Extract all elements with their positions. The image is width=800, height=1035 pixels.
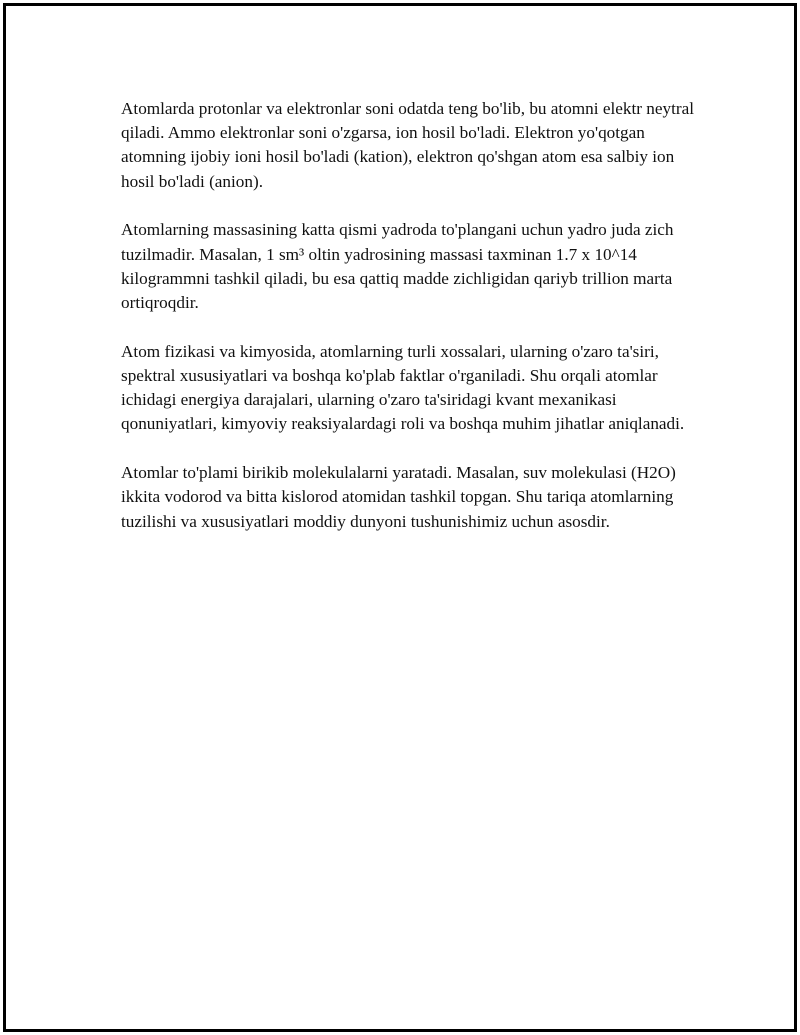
page-frame (3, 3, 797, 1032)
paragraph-molecules: Atomlar to'plami birikib molekulalarni yaratadi. Masalan, suv molekulasi (H2O) ikkita vodorod va bitta kislorod atomidan tashkil topgan. Shu tariqa atomlarning tuzilishi va xususiyatlari moddiy dunyoni tushunishimiz uchun asosdir. (121, 463, 676, 531)
paragraph-nucleus-density: Atomlarning massasining katta qismi yadroda to'plangani uchun yadro juda zich tuzilmadir. Masalan, 1 sm³ oltin yadrosining massasi taxminan 1.7 x 10^14 kilogrammni tashkil qiladi, bu esa qattiq madde zichligidan qariyb trillion marta ortiqroqdir. (121, 220, 674, 313)
paragraph-atomic-physics: Atom fizikasi va kimyosida, atomlarning turli xossalari, ularning o'zaro ta'siri, spektral xususiyatlari va boshqa ko'plab faktlar o'rganiladi. Shu orqali atomlar ichidagi energiya darajalari, ularning o'zaro ta'siridagi kvant mexanikasi qonuniyatlari, kimyoviy reaksiyalardagi roli va boshqa muhim jihatlar aniqlanadi. (121, 341, 685, 434)
paragraph-ions: Atomlarda protonlar va elektronlar soni odatda teng bo'lib, bu atomni elektr neytral qiladi. Ammo elektronlar soni o'zgarsa, ion hosil bo'ladi. Elektron yo'qotgan atomning ijobiy ioni hosil bo'ladi (kation), elektron qo'shgan atom esa salbiy ion hosil bo'ladi (anion). (121, 99, 694, 191)
document-body (121, 97, 696, 558)
